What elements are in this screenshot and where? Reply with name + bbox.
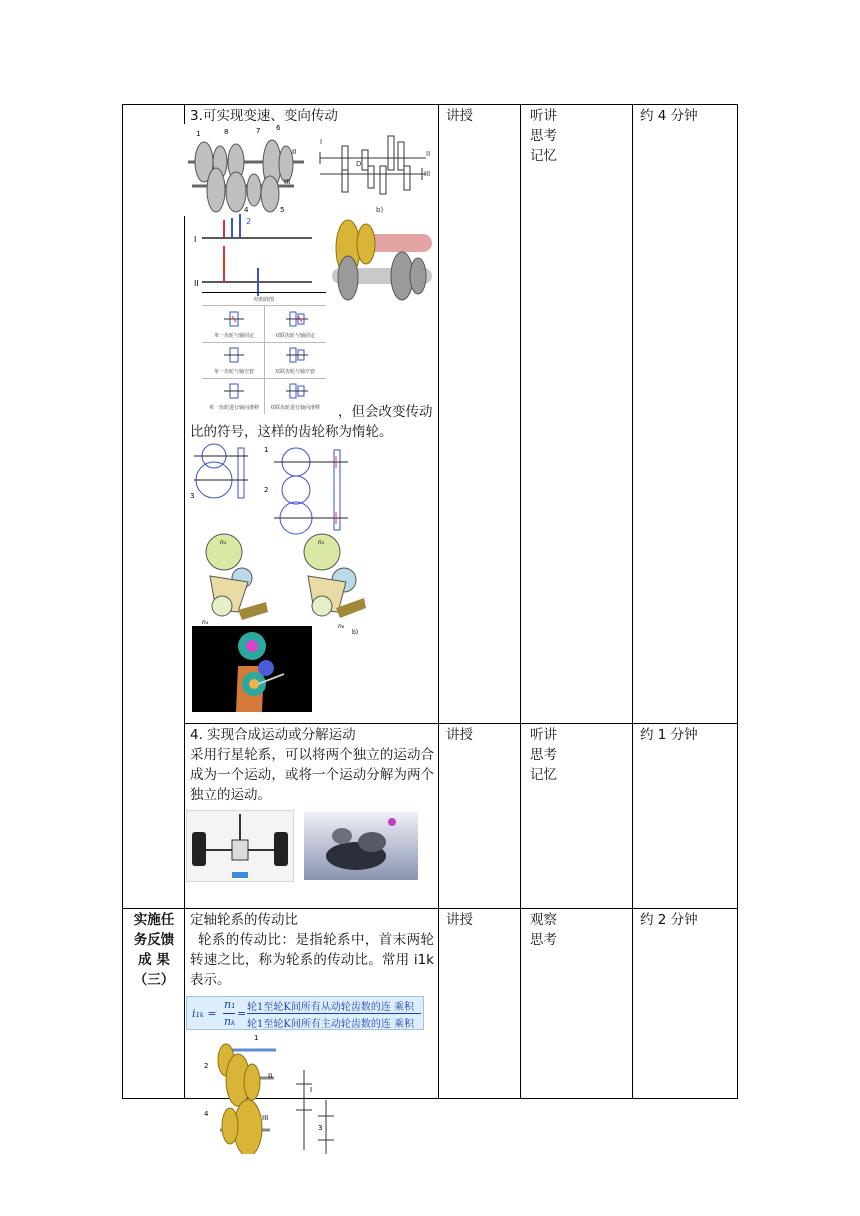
inset-cell: 双联齿轮进行轴向滑移 (269, 405, 320, 411)
col-line-1 (184, 104, 185, 1099)
label-6: 6 (276, 124, 281, 132)
reversing-mechanism-b (294, 532, 370, 636)
lesson-table (122, 104, 738, 1132)
col-line-2 (438, 104, 439, 1099)
activity-item: 思考 (530, 747, 557, 763)
label-I-b: I (320, 138, 323, 146)
inset-cell: 双联齿轮与轴固定 (274, 333, 315, 339)
col-line-4 (632, 104, 633, 1099)
row1-activities (530, 106, 557, 166)
label-n1: n₁ (220, 539, 227, 546)
differential-diagram (186, 810, 294, 882)
label-3c: 3 (318, 1124, 323, 1132)
gold-gear-3d-image (318, 214, 434, 304)
row2-method: 讲授 (446, 727, 473, 743)
row3-activities (530, 910, 557, 950)
label-4: 4 (244, 206, 249, 214)
label-II: II (292, 148, 297, 156)
idler-gear-diagram-a (190, 442, 254, 506)
label-1b: 1 (264, 446, 269, 454)
transmission-ratio-formula: i₁ₖ = n₁ nₖ = 轮1至轮K间所有从动轮齿数的连 乘积 轮1至轮K间所有主动轮齿数的连 乘积 (186, 996, 424, 1030)
idler-text-line1: ，但会改变传动 (338, 404, 433, 420)
col-line-0 (122, 104, 123, 1099)
row3-topic: 定轴轮系的传动比 (190, 912, 298, 928)
gearbox-perspective-figure (184, 124, 310, 216)
row1-method: 讲授 (446, 108, 473, 124)
inset-cell: 双联齿轮与轴空套 (274, 369, 315, 375)
activity-item: 思考 (530, 932, 557, 948)
label-III-c: III (262, 1114, 269, 1122)
inset-header: 结构简图 (253, 297, 274, 303)
activity-item: 记忆 (530, 148, 557, 164)
fixed-axis-gear-train-figure (200, 1030, 352, 1154)
inset-grid (202, 305, 326, 414)
section-line: （三） (133, 972, 175, 988)
label-III-b: III (424, 170, 431, 178)
formula-lhs: i₁ₖ = (192, 1007, 217, 1020)
label-n4: n₄ (202, 619, 209, 626)
row1-topic: 3.可实现变速、变向传动 (190, 108, 338, 124)
label-1c: 1 (254, 1034, 259, 1042)
activity-item: 听讲 (530, 727, 557, 743)
row3-method: 讲授 (446, 912, 473, 928)
reversing-mechanism-a (194, 532, 270, 628)
inset-cell: 单一齿轮进行轴向滑移 (208, 405, 259, 411)
label-4c: 4 (204, 1110, 209, 1118)
row2-activities (530, 725, 557, 785)
planetary-gear-photo (304, 812, 418, 880)
section-label (126, 910, 182, 990)
label-shaft-II: II (194, 279, 199, 288)
label-D: D (356, 160, 362, 168)
label-7: 7 (256, 127, 261, 135)
label-II-b: II (426, 150, 431, 158)
label-8: 8 (224, 128, 229, 136)
label-b-reverse: b) (352, 629, 359, 636)
label-I-c: I (310, 1086, 313, 1094)
inset-cell: 单一齿轮与轴空套 (213, 369, 254, 375)
inset-cell: 单一齿轮与轴固定 (213, 333, 254, 339)
shaft-gear-diagram (194, 212, 320, 296)
row2-desc: 采用行星轮系，可以将两个独立的运动合成为一个运动，或将一个运动分解为两个独立的运动。 (190, 747, 434, 803)
gear-animation-screenshot (192, 626, 312, 712)
activity-item: 思考 (530, 128, 557, 144)
idler-gear-diagram-b (264, 442, 360, 536)
section-line: 实施任 (133, 912, 175, 928)
label-1: 1 (196, 130, 201, 138)
formula-frac-top: n₁ (224, 998, 236, 1011)
col-line-5 (737, 104, 738, 1099)
label-5: 5 (280, 206, 285, 214)
formula-frac-bot: nₖ (224, 1015, 236, 1028)
activity-item: 听讲 (530, 108, 557, 124)
row-divider-1 (184, 723, 738, 724)
col-line-3 (520, 104, 521, 1099)
row1-time: 约 4 分钟 (640, 108, 698, 124)
formula-denominator: 轮1至轮K间所有主动轮齿数的连 乘积 (247, 1019, 415, 1030)
label-2: 2 (246, 217, 252, 226)
table-border-top (122, 104, 738, 105)
label-2b: 2 (264, 486, 269, 494)
gear-axle-relation-table (202, 292, 326, 421)
label-shaft-I: I (194, 235, 197, 244)
row3-time: 约 2 分钟 (640, 912, 698, 928)
label-2c: 2 (204, 1062, 209, 1070)
row2-time: 约 1 分钟 (640, 727, 698, 743)
label-3: 3 (190, 492, 195, 500)
section-line: 成 果 (138, 952, 170, 968)
formula-numerator: 轮1至轮K间所有从动轮齿数的连 乘积 (247, 1002, 415, 1013)
activity-item: 记忆 (530, 767, 557, 783)
label-n6: n₆ (338, 623, 345, 630)
row2-topic: 4. 实现合成运动或分解运动 (190, 727, 356, 743)
section-line: 务反馈 (133, 932, 175, 948)
label-II-c: II (268, 1072, 273, 1080)
label-III: III (284, 178, 291, 186)
row-divider-2 (122, 908, 738, 909)
label-b-panel: b) (376, 206, 384, 214)
row3-desc: 轮系的传动比：是指轮系中，首末两轮转速之比，称为轮系的传动比。常用 i1k 表示。 (190, 932, 434, 988)
gearbox-schematic-figure (318, 128, 434, 214)
idler-text-line2: 比的符号，这样的齿轮称为惰轮。 (190, 424, 393, 440)
activity-item: 观察 (530, 912, 557, 928)
label-n1b: n₁ (318, 539, 325, 546)
